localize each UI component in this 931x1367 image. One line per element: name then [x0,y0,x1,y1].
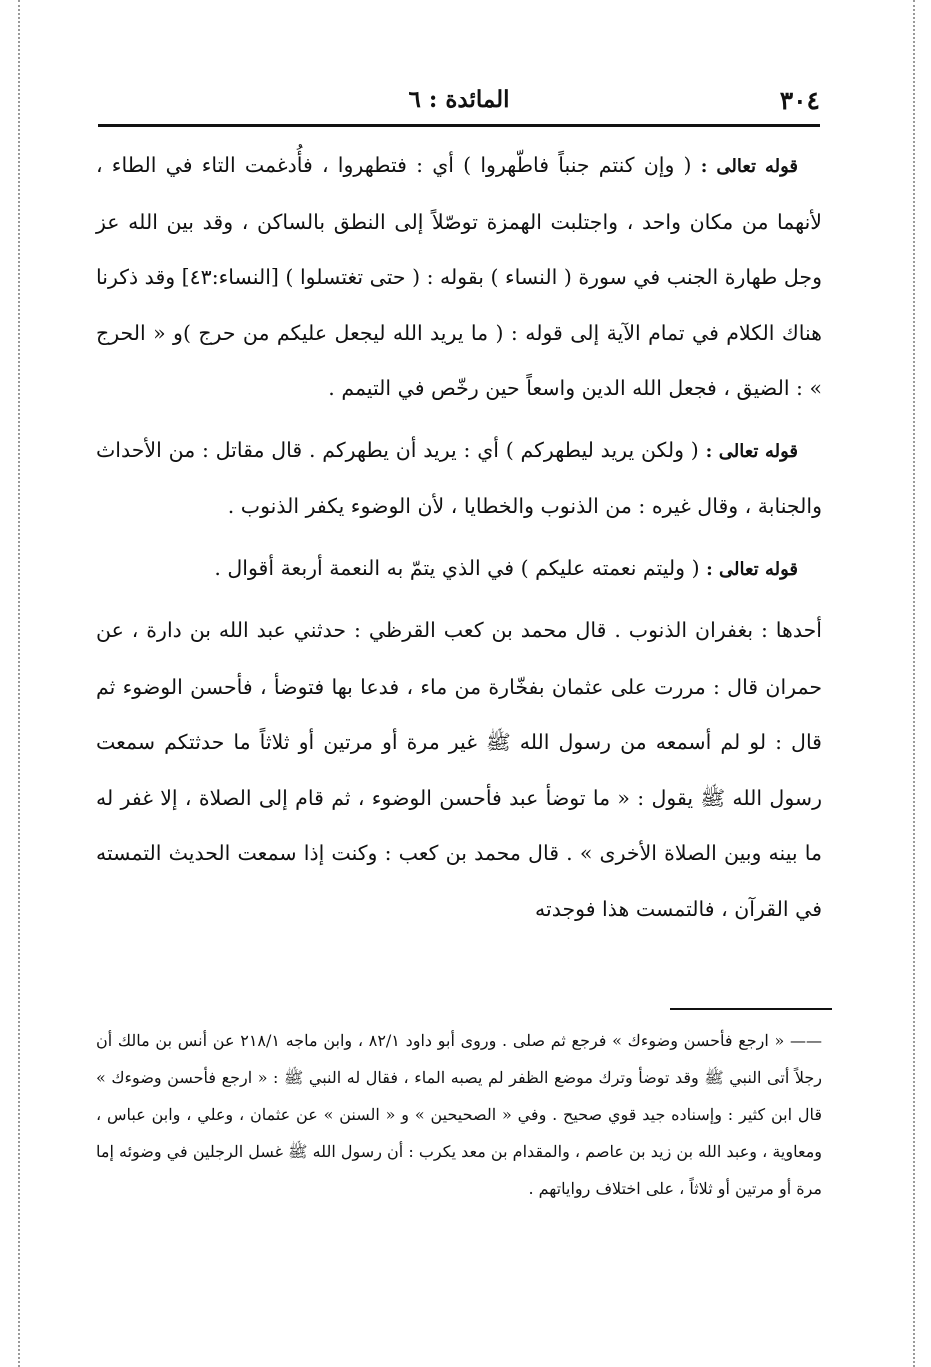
verse-lead: قوله تعالى : [705,440,798,462]
footnotes [96,1022,822,1207]
header-rule [98,124,820,127]
verse-lead: قوله تعالى : [700,156,798,177]
paragraph-text: أحدها : بغفران الذنوب . قال محمد بن كعب القرظي : حدثني عبد الله بن دارة ، عن حمران قال : مررت على عثمان بفخّارة من ماء ، فدعا بها فتوضأ ، فأحسن الوضوء ثم قال : لو لم أسمعه من رسول الله ﷺ غير مرة أو مرتين أو ثلاثاً ما حدثتكم سمعت رسول الله ﷺ يقول : « ما توضأ عبد فأحسن الوضوء ، ثم قام إلى الصلاة ، إلا غفر له ما بينه وبين الصلاة الأخرى » . قال محمد بن كعب : وكنت إذا سمعت الحديث التمسته في القرآن ، فالتمست هذا فوجدته [96,618,822,921]
footnote-text: —— « ارجع فأحسن وضوءك » فرجع ثم صلى . وروى أبو داود ٨٢/١ ، وابن ماجه ٢١٨/١ عن أنس بن مالك أن رجلاً أتى النبي ﷺ وقد توضأ وترك موضع الظفر لم يصبه الماء ، فقال له النبي ﷺ : « ارجع فأحسن وضوءك » قال ابن كثير : وإسناده جيد قوي صحيح . وفي « الصحيحين » و « السنن » عن عثمان ، وعلي ، وابن عباس ، ومعاوية ، وعبد الله بن زيد بن عاصم ، والمقدام بن معد يكرب : أن رسول الله ﷺ غسل الرجلين في وضوئه إما مرة أو مرتين أو ثلاثاً ، على اختلاف رواياتهم . [96,1031,823,1198]
paragraph-4 [96,603,822,937]
paragraph-1 [96,138,822,417]
page-number: ٣٠٤ [779,86,820,115]
right-margin-dots [913,0,915,1367]
verse-lead: قوله تعالى : [706,558,798,580]
page-header [98,86,820,122]
running-title: المائدة : ٦ [408,86,510,113]
paragraph-2 [96,423,822,535]
left-margin-dots [18,0,20,1367]
footnote-rule [670,1008,832,1010]
paragraph-text: ( وإن كنتم جنباً فاطّهروا ) أي : فتطهروا ، فأُدغمت التاء في الطاء ، لأنهما من مكان واحد ، واجتلبت الهمزة توصّلاً إلى النطق بالساكن ، وقد بين الله عز وجل طهارة الجنب في سورة ( النساء ) بقوله : ( حتى تغتسلوا ) [النساء:٤٣] وقد ذكرنا هناك الكلام في تمام الآية إلى قوله : ( ما يريد الله ليجعل عليكم من حرج )و « الحرج » : الضيق ، فجعل الله الدين واسعاً حين رخّص في التيمم . [96,153,822,400]
paragraph-3 [96,541,822,598]
paragraph-text: ( وليتم نعمته عليكم ) في الذي يتمّ به النعمة أربعة أقوال . [214,555,707,580]
paragraph-text: ( ولكن يريد ليطهركم ) أي : يريد أن يطهركم . قال مقاتل : من الأحداث والجنابة ، وقال غيره : من الذنوب والخطايا ، لأن الوضوء يكفر الذنوب . [96,437,822,518]
main-text [96,138,822,937]
